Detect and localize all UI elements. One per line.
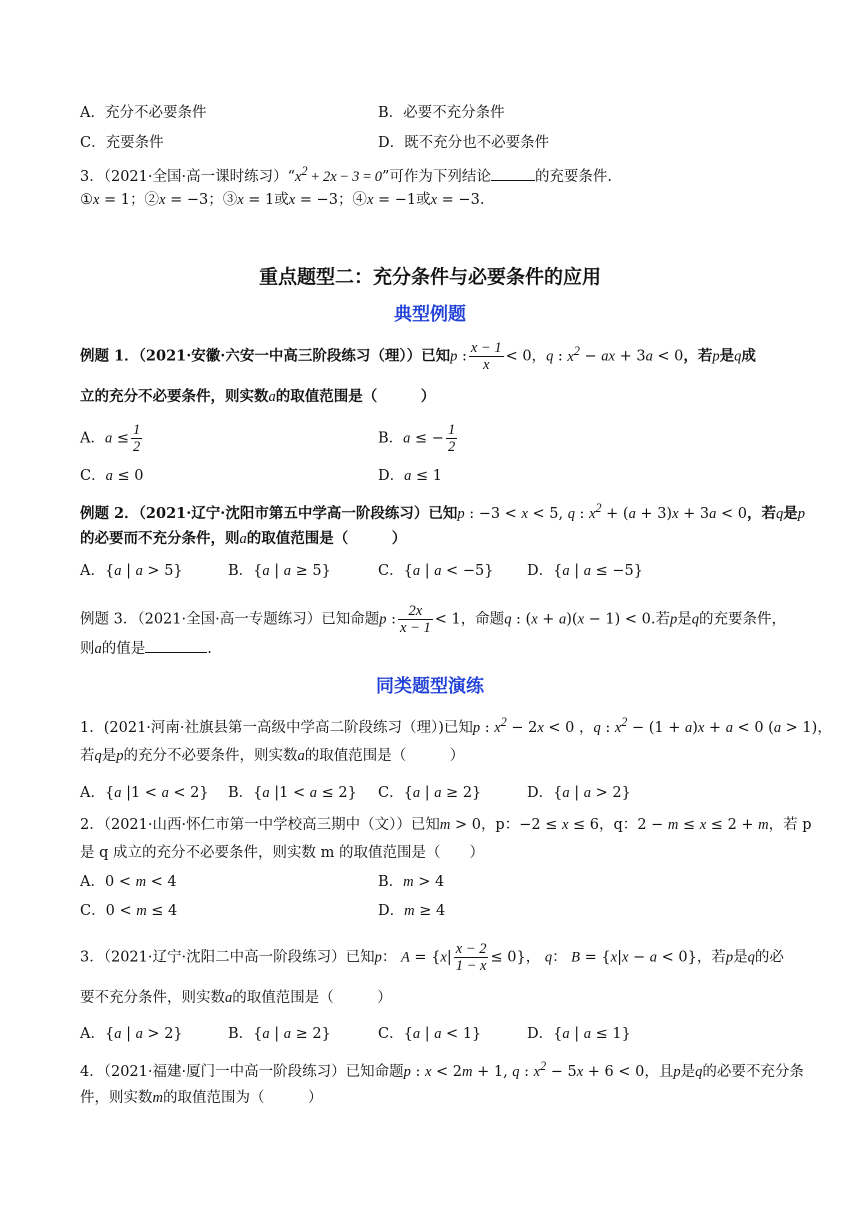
option-a: A．充分不必要条件 xyxy=(80,105,207,121)
example-1-line2: 立的充分不必要条件，则实数a的取值范围是（ ） xyxy=(80,388,436,405)
practice-3: 3．（2021·辽宁·沈阳二中高一阶段练习）已知p： A = {x| $\frac{x - 2}{1 - x}$ ≤ 0}， q： B = {x|x − a < 0}，若p是q的必 xyxy=(80,941,784,974)
practice-3-line2: 要不充分条件，则实数a的取值范围是（ ） xyxy=(80,990,392,1006)
option-d: D．既不充分也不必要条件 xyxy=(378,135,550,151)
practice-1-option-c: C．{a | a ≥ 2} xyxy=(378,785,482,801)
practice-1-option-b: B．{a |1 < a ≤ 2} xyxy=(228,785,357,801)
example-1-option-d: D．a ≤ 1 xyxy=(378,468,442,484)
question-3-choices: ①x = 1；②x = −3；③x = 1或x = −3；④x = −1或x = −3. xyxy=(80,192,485,208)
example-1-option-b: B．a ≤ − $\frac{1}{2}$ xyxy=(378,422,456,455)
option-c: C．充要条件 xyxy=(80,135,164,151)
practice-2-option-a: A．0 < m < 4 xyxy=(80,874,177,890)
practice-2-line2: 是 q 成立的充分不必要条件，则实数 m 的取值范围是（ ） xyxy=(80,845,484,861)
practice-3-option-a: A．{a | a > 2} xyxy=(80,1026,183,1042)
practice-4: 4．（2021·福建·厦门一中高一阶段练习）已知命题p : x < 2m + 1, q : $x^2 - 5x + 6 < 0$，且p是q的必要不充分条 xyxy=(80,1059,804,1080)
example-3: 例题 3．（2021·全国·高一专题练习）已知命题p : $\frac{2x}{x - 1}$ < 1，命题q : (x + a)(x − 1) < 0.若p是q的充要条件， xyxy=(80,603,786,636)
example-1-option-c: C．a ≤ 0 xyxy=(80,468,144,484)
example-2-option-a: A．{a | a > 5} xyxy=(80,563,183,579)
example-2-option-c: C．{a | a < −5} xyxy=(378,563,494,579)
option-b: B．必要不充分条件 xyxy=(378,105,505,121)
typical-examples-heading: 典型例题 xyxy=(394,304,466,325)
example-2-option-d: D．{a | a ≤ −5} xyxy=(527,563,643,579)
practice-2-option-d: D．m ≥ 4 xyxy=(378,903,446,919)
practice-1: 1．(2021·河南·社旗县第一高级中学高二阶段练习（理）)已知p : $x^2 - 2x < 0$ ，q : $x^2 - (1 + a)x + a < 0$ (a > 1)， xyxy=(80,715,832,736)
practice-3-option-d: D．{a | a ≤ 1} xyxy=(527,1026,631,1042)
practice-2-option-c: C．0 < m ≤ 4 xyxy=(80,903,178,919)
example-2-option-b: B．{a | a ≥ 5} xyxy=(228,563,331,579)
practice-heading: 同类题型演练 xyxy=(376,676,484,697)
question-3: 3．（2021·全国·高一课时练习）“$x^2 + 2x - 3 = 0$”可作为下列结论 的充要条件. xyxy=(80,164,613,185)
practice-1-line2: 若q是p的充分不必要条件，则实数a的取值范围是（ ） xyxy=(80,748,465,764)
practice-4-line2: 件，则实数m的取值范围为（ ） xyxy=(80,1090,323,1106)
practice-2-option-b: B．m > 4 xyxy=(378,874,445,890)
practice-3-option-b: B．{a | a ≥ 2} xyxy=(228,1026,331,1042)
example-3-line2: 则a的值是 . xyxy=(80,641,212,657)
example-2-line2: 的必要而不充分条件，则a的取值范围是（ ） xyxy=(80,530,407,547)
practice-1-option-d: D．{a | a > 2} xyxy=(527,785,631,801)
practice-3-option-c: C．{a | a < 1} xyxy=(378,1026,482,1042)
example-1-option-a: A．a ≤ $\frac{1}{2}$ xyxy=(80,422,141,455)
example-1: 例题 1．（2021·安徽·六安一中高三阶段练习（理））已知p : $\frac{x - 1}{x}$ < 0，q : $x^2$ − ax + 3a < 0，若p是q成 xyxy=(80,340,756,373)
practice-1-option-a: A．{a |1 < a < 2} xyxy=(80,785,209,801)
practice-2: 2．（2021·山西·怀仁市第一中学校高三期中（文））已知m > 0，p：−2 ≤ x ≤ 6，q：2 − m ≤ x ≤ 2 + m，若 p xyxy=(80,817,812,833)
example-2: 例题 2．（2021·辽宁·沈阳市第五中学高一阶段练习）已知p : −3 < x < 5, q : $x^2 + (a + 3)x + 3a < 0$，若q是p xyxy=(80,501,805,522)
section-title: 重点题型二：充分条件与必要条件的应用 xyxy=(258,266,601,288)
